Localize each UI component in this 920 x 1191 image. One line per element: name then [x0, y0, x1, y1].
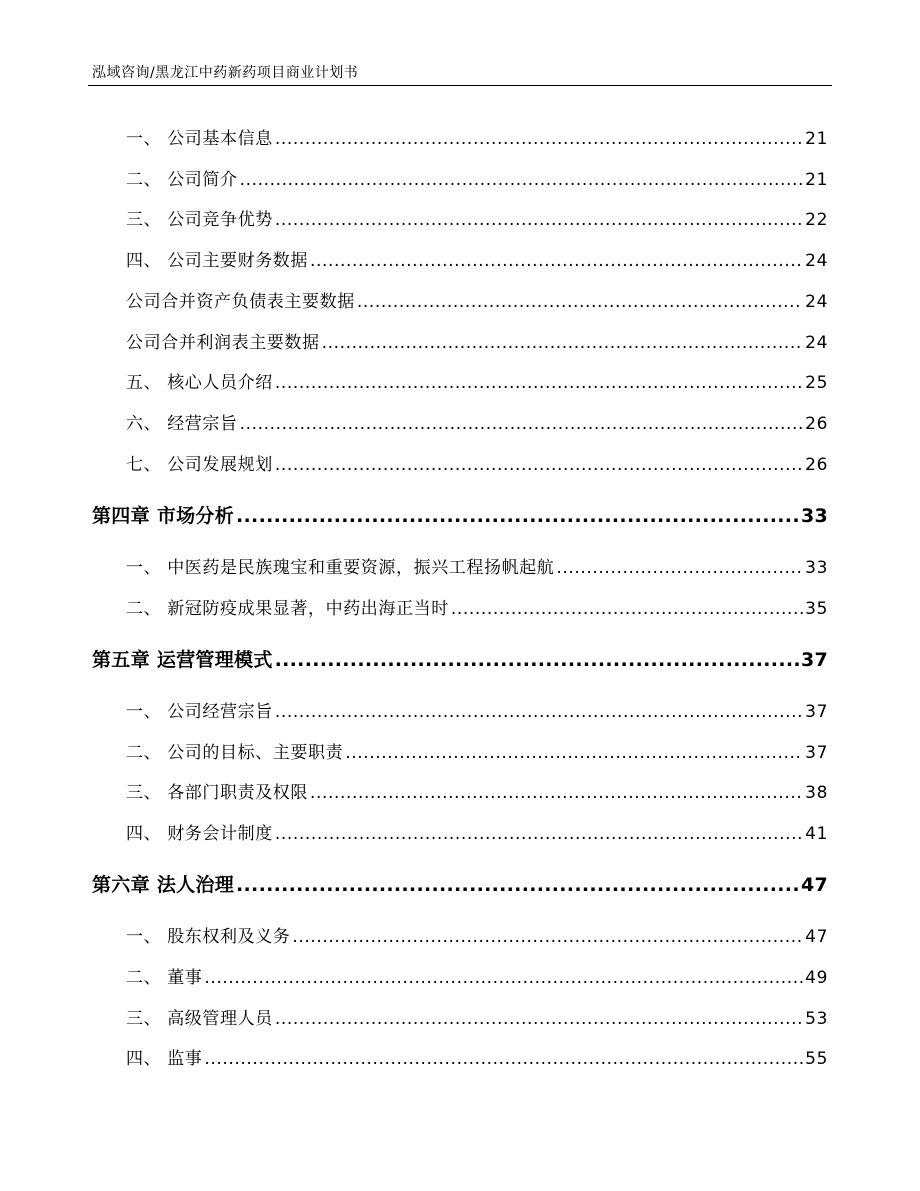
toc-leader	[204, 968, 803, 988]
toc-entry[interactable]	[0, 328, 920, 353]
toc-entry-page: 37	[805, 743, 828, 763]
toc-entry-page: 37	[805, 702, 828, 722]
toc-entry-label: 二、 董事	[126, 968, 203, 988]
toc-entry[interactable]	[0, 819, 920, 844]
toc-leader	[275, 1009, 803, 1029]
toc-entry-page: 24	[805, 292, 828, 312]
toc-entry-label: 一、 股东权利及义务	[126, 927, 291, 947]
toc-chapter-page: 47	[800, 874, 828, 896]
toc-leader	[322, 333, 804, 353]
toc-leader	[240, 170, 804, 190]
toc-entry-page: 41	[805, 824, 828, 844]
toc-entry-label: 三、 公司竞争优势	[126, 210, 273, 230]
toc-leader	[357, 292, 803, 312]
toc-entry-label: 公司合并利润表主要数据	[126, 333, 320, 353]
toc-entry-page: 38	[805, 783, 828, 803]
page-header: 泓域咨询/黑龙江中药新药项目商业计划书	[92, 65, 359, 81]
toc-leader	[556, 558, 803, 578]
toc-leader	[275, 210, 803, 230]
toc-entry-page: 26	[805, 455, 828, 475]
toc-leader	[204, 1049, 803, 1069]
toc-entry-label: 四、 公司主要财务数据	[126, 251, 309, 271]
toc-entry-label: 公司合并资产负债表主要数据	[126, 292, 355, 312]
toc-entry[interactable]	[0, 1044, 920, 1069]
toc-entry[interactable]	[0, 738, 920, 763]
toc-chapter-label: 第五章 运营管理模式	[92, 649, 273, 671]
toc-leader	[275, 824, 803, 844]
toc-chapter[interactable]	[0, 645, 920, 672]
toc-entry-page: 47	[805, 927, 828, 947]
toc-leader	[310, 251, 803, 271]
toc-entry[interactable]	[0, 697, 920, 722]
toc-chapter-label: 第六章 法人治理	[92, 874, 235, 896]
toc-entry-label: 四、 财务会计制度	[126, 824, 273, 844]
toc-entry-page: 53	[805, 1009, 828, 1029]
toc-entry[interactable]	[0, 246, 920, 271]
toc-entry[interactable]	[0, 553, 920, 578]
toc-entry-label: 一、 中医药是民族瑰宝和重要资源，振兴工程扬帆起航	[126, 558, 555, 578]
toc-entry-label: 二、 新冠防疫成果显著，中药出海正当时	[126, 599, 449, 619]
toc-entry-label: 三、 各部门职责及权限	[126, 783, 309, 803]
toc-entry[interactable]	[0, 594, 920, 619]
toc-leader	[236, 505, 799, 527]
toc-entry-label: 三、 高级管理人员	[126, 1009, 273, 1029]
toc-leader	[275, 649, 799, 671]
toc-entry-label: 七、 公司发展规划	[126, 455, 273, 475]
toc-entry[interactable]	[0, 922, 920, 947]
toc-entry-label: 二、 公司简介	[126, 170, 238, 190]
toc-leader	[292, 927, 803, 947]
toc-entry-page: 33	[805, 558, 828, 578]
toc-entry-page: 22	[805, 210, 828, 230]
toc-chapter-page: 33	[800, 505, 828, 527]
toc-entry[interactable]	[0, 778, 920, 803]
toc-chapter[interactable]	[0, 501, 920, 528]
toc-entry[interactable]	[0, 409, 920, 434]
toc-entry-page: 24	[805, 251, 828, 271]
toc-entry-page: 35	[805, 599, 828, 619]
toc-entry-page: 55	[805, 1049, 828, 1069]
header-rule	[88, 85, 832, 86]
toc-entry-page: 25	[805, 373, 828, 393]
toc-entry-label: 一、 公司经营宗旨	[126, 702, 273, 722]
toc-leader	[451, 599, 803, 619]
toc-chapter-label: 第四章 市场分析	[92, 505, 235, 527]
toc-entry[interactable]	[0, 165, 920, 190]
toc-chapter-page: 37	[800, 649, 828, 671]
toc-entry-label: 六、 经营宗旨	[126, 414, 238, 434]
toc-entry-page: 24	[805, 333, 828, 353]
toc-leader	[236, 874, 799, 896]
toc-leader	[345, 743, 803, 763]
toc-leader	[240, 414, 804, 434]
toc-entry-label: 一、 公司基本信息	[126, 129, 273, 149]
toc-entry[interactable]	[0, 368, 920, 393]
toc-leader	[310, 783, 803, 803]
toc-entry[interactable]	[0, 1004, 920, 1029]
toc-entry-page: 26	[805, 414, 828, 434]
toc-entry-label: 五、 核心人员介绍	[126, 373, 273, 393]
toc-entry-page: 21	[805, 170, 828, 190]
toc-chapter[interactable]	[0, 870, 920, 897]
toc-leader	[275, 129, 803, 149]
toc-entry-page: 21	[805, 129, 828, 149]
toc-entry[interactable]	[0, 205, 920, 230]
toc-leader	[275, 455, 803, 475]
toc-entry-label: 四、 监事	[126, 1049, 203, 1069]
toc-entry[interactable]	[0, 287, 920, 312]
toc-entry[interactable]	[0, 124, 920, 149]
toc-entry-label: 二、 公司的目标、主要职责	[126, 743, 344, 763]
toc-entry[interactable]	[0, 450, 920, 475]
toc-entry-page: 49	[805, 968, 828, 988]
toc-leader	[275, 702, 803, 722]
toc-leader	[275, 373, 803, 393]
toc-entry[interactable]	[0, 963, 920, 988]
